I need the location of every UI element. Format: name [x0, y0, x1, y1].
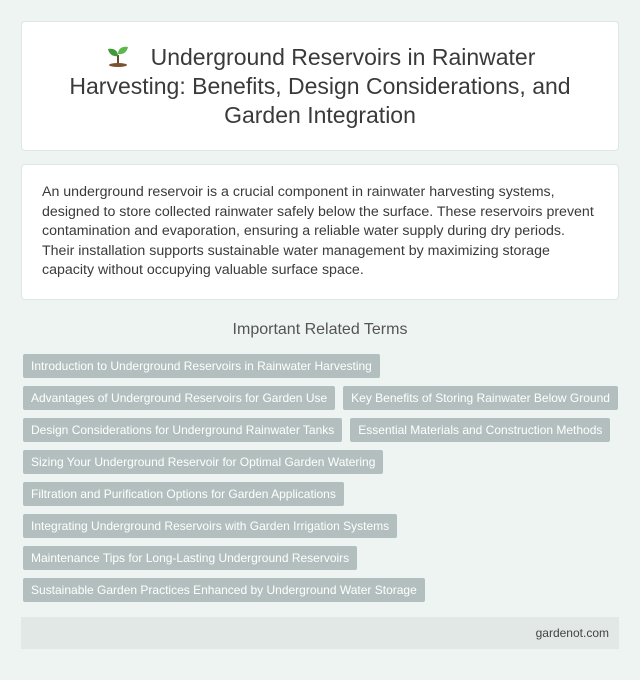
footer [21, 617, 619, 649]
page-title [22, 43, 618, 130]
term-row [23, 450, 623, 474]
term-row [23, 386, 623, 410]
term-tag[interactable]: Essential Materials and Construction Methods [350, 418, 610, 442]
term-tag[interactable]: Maintenance Tips for Long-Lasting Underground Reservoirs [23, 546, 357, 570]
description-text: An underground reservoir is a crucial component in rainwater harvesting systems, designed to store collected rainwater safely below the surface. These reservoirs prevent contamination and evaporation, ensuring a reliable water supply during dry periods. Their installation supports sustainable water management by maximizing storage capacity without occupying valuable surface space. [42, 184, 594, 278]
sprout-icon [105, 45, 131, 67]
site-link[interactable]: gardenot.com [535, 626, 609, 640]
term-tag[interactable]: Sizing Your Underground Reservoir for Optimal Garden Watering [23, 450, 383, 474]
term-tag[interactable]: Introduction to Underground Reservoirs in Rainwater Harvesting [23, 354, 380, 378]
term-row [23, 514, 623, 538]
related-terms-heading: Important Related Terms [232, 321, 408, 338]
term-tag[interactable]: Advantages of Underground Reservoirs for Garden Use [23, 386, 335, 410]
related-terms-list [23, 354, 623, 610]
term-row [23, 418, 623, 442]
term-row [23, 546, 623, 570]
page-title-text: Underground Reservoirs in Rainwater Harvesting: Benefits, Design Considerations, and Garden Integration [69, 43, 571, 128]
title-card [21, 21, 619, 151]
term-tag[interactable]: Integrating Underground Reservoirs with Garden Irrigation Systems [23, 514, 397, 538]
description-card [21, 164, 619, 300]
term-tag[interactable]: Design Considerations for Underground Rainwater Tanks [23, 418, 342, 442]
term-tag[interactable]: Filtration and Purification Options for Garden Applications [23, 482, 344, 506]
term-tag[interactable]: Sustainable Garden Practices Enhanced by Underground Water Storage [23, 578, 425, 602]
term-row [23, 482, 623, 506]
term-row [23, 354, 623, 378]
term-row [23, 578, 623, 602]
term-tag[interactable]: Key Benefits of Storing Rainwater Below Ground [343, 386, 618, 410]
